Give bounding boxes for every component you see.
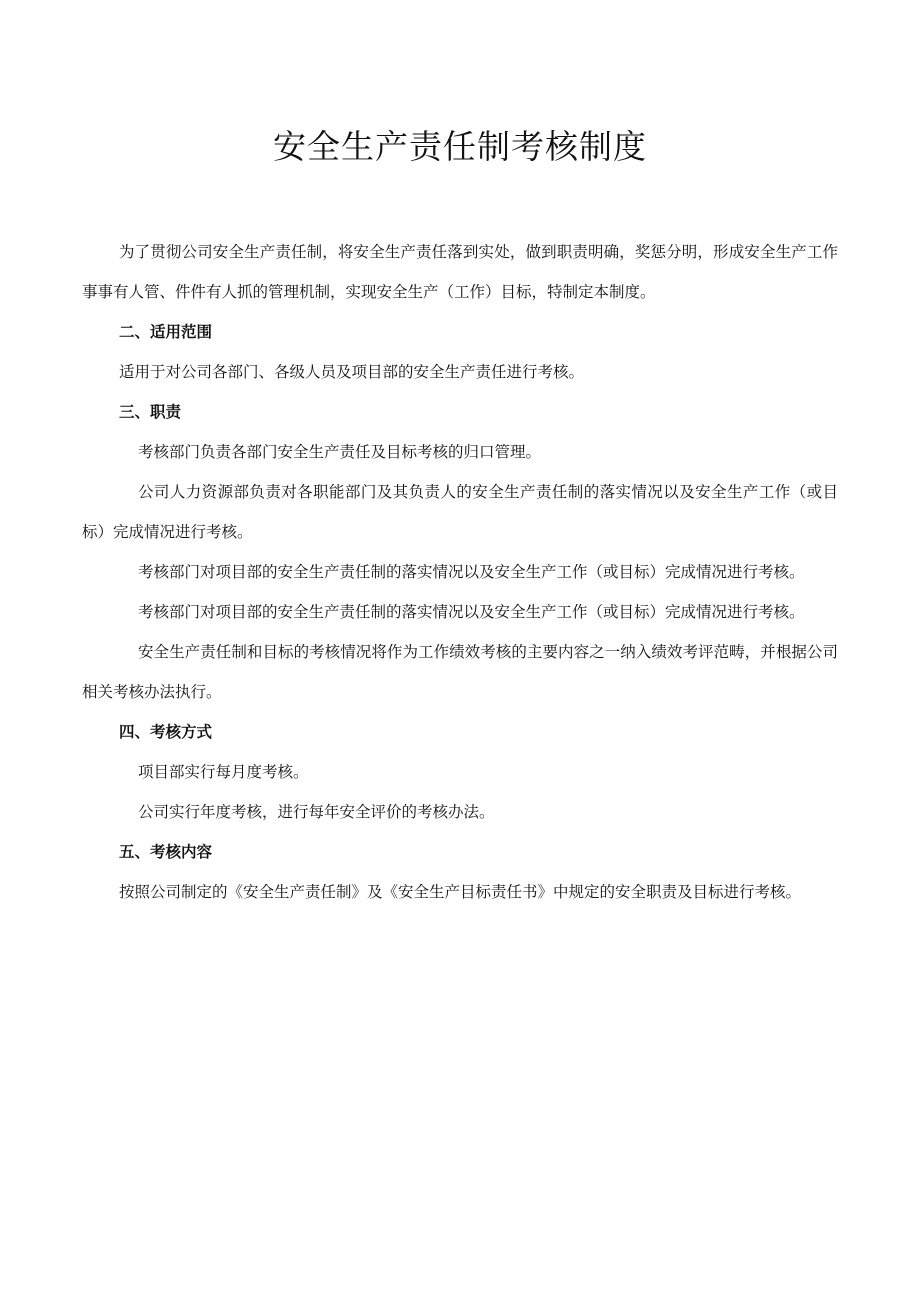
- responsibility-paragraph-2: 公司人力资源部负责对各职能部门及其负责人的安全生产责任制的落实情况以及安全生产工作（或目标）完成情况进行考核。: [82, 483, 838, 541]
- document-body: [82, 232, 838, 912]
- content-paragraph: 按照公司制定的《安全生产责任制》及《安全生产目标责任书》中规定的安全职责及目标进行考核。: [119, 883, 802, 901]
- section-heading-content: 五、考核内容: [119, 843, 213, 861]
- scope-paragraph: 适用于对公司各部门、各级人员及项目部的安全生产责任进行考核。: [119, 363, 585, 381]
- responsibility-paragraph-3: 考核部门对项目部的安全生产责任制的落实情况以及安全生产工作（或目标）完成情况进行考核。: [138, 563, 805, 581]
- method-paragraph-1: 项目部实行每月度考核。: [138, 763, 309, 781]
- document-title: 安全生产责任制考核制度: [273, 127, 647, 166]
- section-heading-responsibilities: 三、职责: [119, 403, 182, 421]
- section-heading-method: 四、考核方式: [119, 723, 213, 741]
- responsibility-paragraph-4: 考核部门对项目部的安全生产责任制的落实情况以及安全生产工作（或目标）完成情况进行考核。: [138, 603, 805, 621]
- purpose-paragraph: 为了贯彻公司安全生产责任制，将安全生产责任落到实处，做到职责明确，奖惩分明，形成安全生产工作事事有人管、件件有人抓的管理机制，实现安全生产（工作）目标，特制定本制度。: [82, 243, 838, 301]
- responsibility-paragraph-5: 安全生产责任制和目标的考核情况将作为工作绩效考核的主要内容之一纳入绩效考评范畴，并根据公司相关考核办法执行。: [82, 643, 838, 701]
- section-heading-scope: 二、适用范围: [119, 323, 213, 341]
- method-paragraph-2: 公司实行年度考核，进行每年安全评价的考核办法。: [138, 803, 495, 821]
- responsibility-paragraph-1: 考核部门负责各部门安全生产责任及目标考核的归口管理。: [138, 443, 542, 461]
